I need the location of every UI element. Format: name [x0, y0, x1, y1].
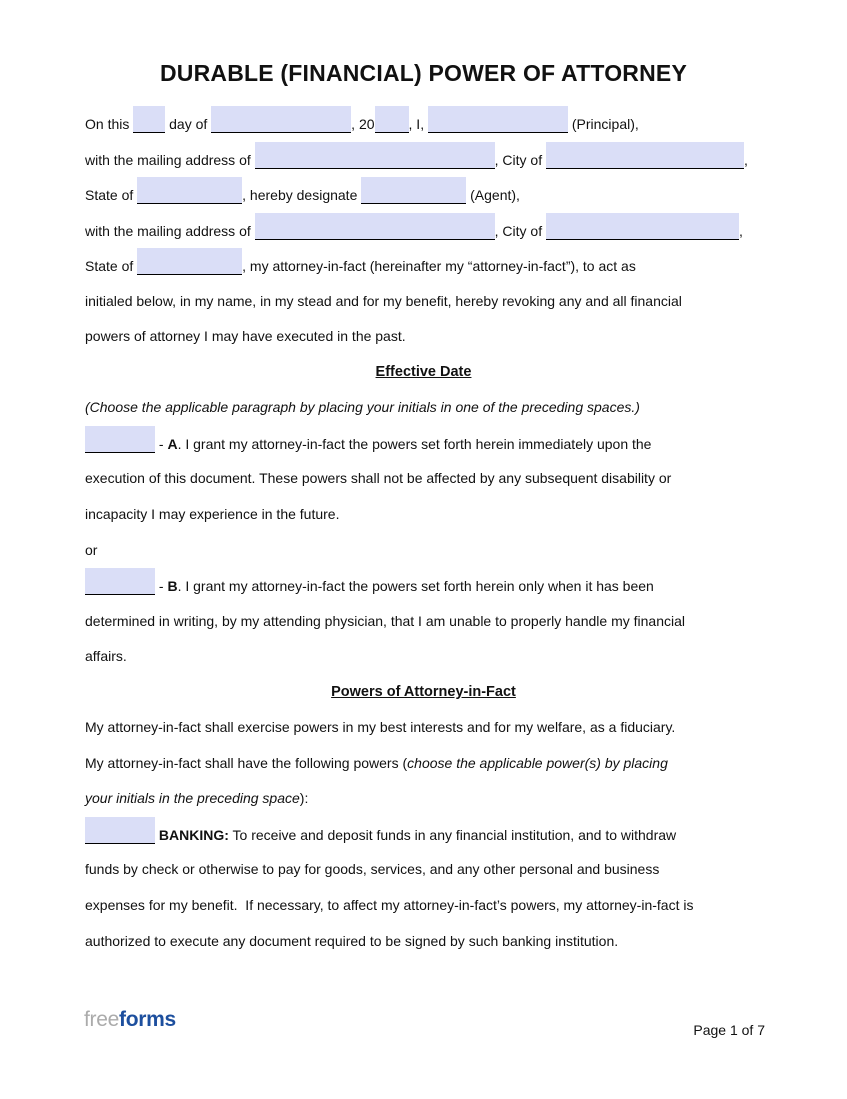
- text-segment: , I,: [408, 116, 428, 132]
- logo-forms-text: forms: [119, 1008, 176, 1031]
- text-segment: (Agent),: [466, 187, 520, 204]
- powers-line-3: [85, 781, 762, 817]
- option-a-line-2: [85, 461, 762, 497]
- powers-line-2: [85, 746, 762, 782]
- text-segment: funds by check or otherwise to pay for goods, services, and any other personal and business: [85, 861, 660, 878]
- agent-name-field[interactable]: [361, 177, 466, 204]
- option-a-line-3: [85, 497, 762, 533]
- principal-address-field[interactable]: [255, 142, 495, 169]
- option-b-line-3: [85, 639, 762, 675]
- text-segment: (Principal),: [567, 116, 639, 132]
- text-segment: , City of: [494, 151, 546, 168]
- banking-initials-field[interactable]: [85, 817, 155, 844]
- opening-line-5: [85, 248, 762, 284]
- powers-line-1: [85, 710, 762, 746]
- text-segment: My attorney-in-fact shall have the following powers (: [85, 754, 408, 771]
- text-segment: your initials in the preceding space: [85, 790, 300, 807]
- text-segment: ):: [299, 790, 309, 807]
- text-segment: ,: [744, 151, 748, 168]
- text-segment: B: [167, 578, 178, 595]
- agent-state-field[interactable]: [137, 248, 242, 275]
- principal-state-field[interactable]: [137, 177, 242, 204]
- principal-name-field[interactable]: [428, 106, 568, 133]
- text-segment: with the mailing address of: [85, 222, 255, 239]
- text-segment: , 20: [351, 116, 375, 132]
- text-segment: A: [167, 435, 178, 452]
- text-segment: Effective Date: [375, 363, 472, 380]
- agent-address-field[interactable]: [255, 213, 495, 240]
- text-segment: affairs.: [85, 648, 127, 665]
- text-segment: State of: [85, 187, 138, 204]
- document-body: [85, 106, 762, 959]
- or-separator: [85, 533, 762, 569]
- page-number-label: Page 1 of 7: [693, 1022, 765, 1038]
- option-b-line-2: [85, 604, 762, 640]
- text-segment: (Choose the applicable paragraph by placing your initials in one of the preceding spaces.): [85, 399, 640, 416]
- opening-line-7: [85, 319, 762, 355]
- agent-city-field[interactable]: [546, 213, 739, 240]
- section-heading-effective-date: [85, 355, 762, 391]
- text-segment: with the mailing address of: [85, 151, 255, 168]
- text-segment: ,: [739, 222, 743, 239]
- opening-line-6: [85, 284, 762, 320]
- freeforms-logo: [84, 1008, 176, 1032]
- text-segment: choose the applicable power(s) by placing: [407, 754, 668, 771]
- text-segment: -: [155, 578, 168, 595]
- text-segment: incapacity I may experience in the future.: [85, 506, 340, 523]
- text-segment: day of: [165, 116, 212, 132]
- logo-free-text: free: [84, 1008, 119, 1031]
- opening-line-1: [85, 106, 762, 142]
- text-segment: -: [155, 435, 168, 452]
- text-segment: State of: [85, 258, 138, 275]
- text-segment: execution of this document. These powers shall not be affected by any subsequent disability or: [85, 470, 672, 487]
- text-segment: Powers of Attorney-in-Fact: [331, 683, 516, 700]
- text-segment: BANKING:: [158, 826, 229, 843]
- month-field[interactable]: [211, 106, 351, 133]
- text-segment: authorized to execute any document required to be signed by such banking institution.: [85, 932, 619, 949]
- text-segment: expenses for my benefit. If necessary, to affect my attorney-in-fact’s powers, my attorney-in-fact is: [85, 897, 694, 914]
- text-segment: initialed below, in my name, in my stead and for my benefit, hereby revoking any and all financial: [85, 292, 682, 309]
- text-segment: powers of attorney I may have executed in the past.: [85, 328, 406, 345]
- text-segment: , hereby designate: [242, 187, 362, 204]
- text-segment: . I grant my attorney-in-fact the powers set forth herein immediately upon the: [177, 435, 652, 452]
- opening-line-3: [85, 177, 762, 213]
- text-segment: , my attorney-in-fact (hereinafter my “attorney-in-fact”), to act as: [242, 258, 636, 275]
- text-segment: , City of: [494, 222, 546, 239]
- text-segment: My attorney-in-fact shall exercise powers in my best interests and for my welfare, as a fiduciary.: [85, 719, 676, 736]
- option-b-initials-field[interactable]: [85, 568, 155, 595]
- section-heading-powers: [85, 675, 762, 711]
- year-field[interactable]: [375, 106, 409, 133]
- opening-line-4: [85, 213, 762, 249]
- text-segment: . I grant my attorney-in-fact the powers set forth herein only when it has been: [177, 578, 654, 595]
- document-title: DURABLE (FINANCIAL) POWER OF ATTORNEY: [160, 60, 687, 86]
- effective-date-instruction: [85, 390, 762, 426]
- principal-city-field[interactable]: [546, 142, 744, 169]
- text-segment: To receive and deposit funds in any financial institution, and to withdraw: [228, 826, 677, 843]
- option-a-initials-field[interactable]: [85, 426, 155, 453]
- option-a-line-1: [85, 426, 762, 462]
- banking-line-1: [85, 817, 762, 853]
- day-of-month-field[interactable]: [133, 106, 165, 133]
- opening-line-2: [85, 142, 762, 178]
- banking-line-3: [85, 888, 762, 924]
- text-segment: determined in writing, by my attending physician, that I am unable to properly handle my financial: [85, 612, 685, 629]
- option-b-line-1: [85, 568, 762, 604]
- text-segment: or: [85, 541, 98, 558]
- banking-line-2: [85, 852, 762, 888]
- text-segment: On this: [85, 116, 134, 132]
- banking-line-4: [85, 924, 762, 960]
